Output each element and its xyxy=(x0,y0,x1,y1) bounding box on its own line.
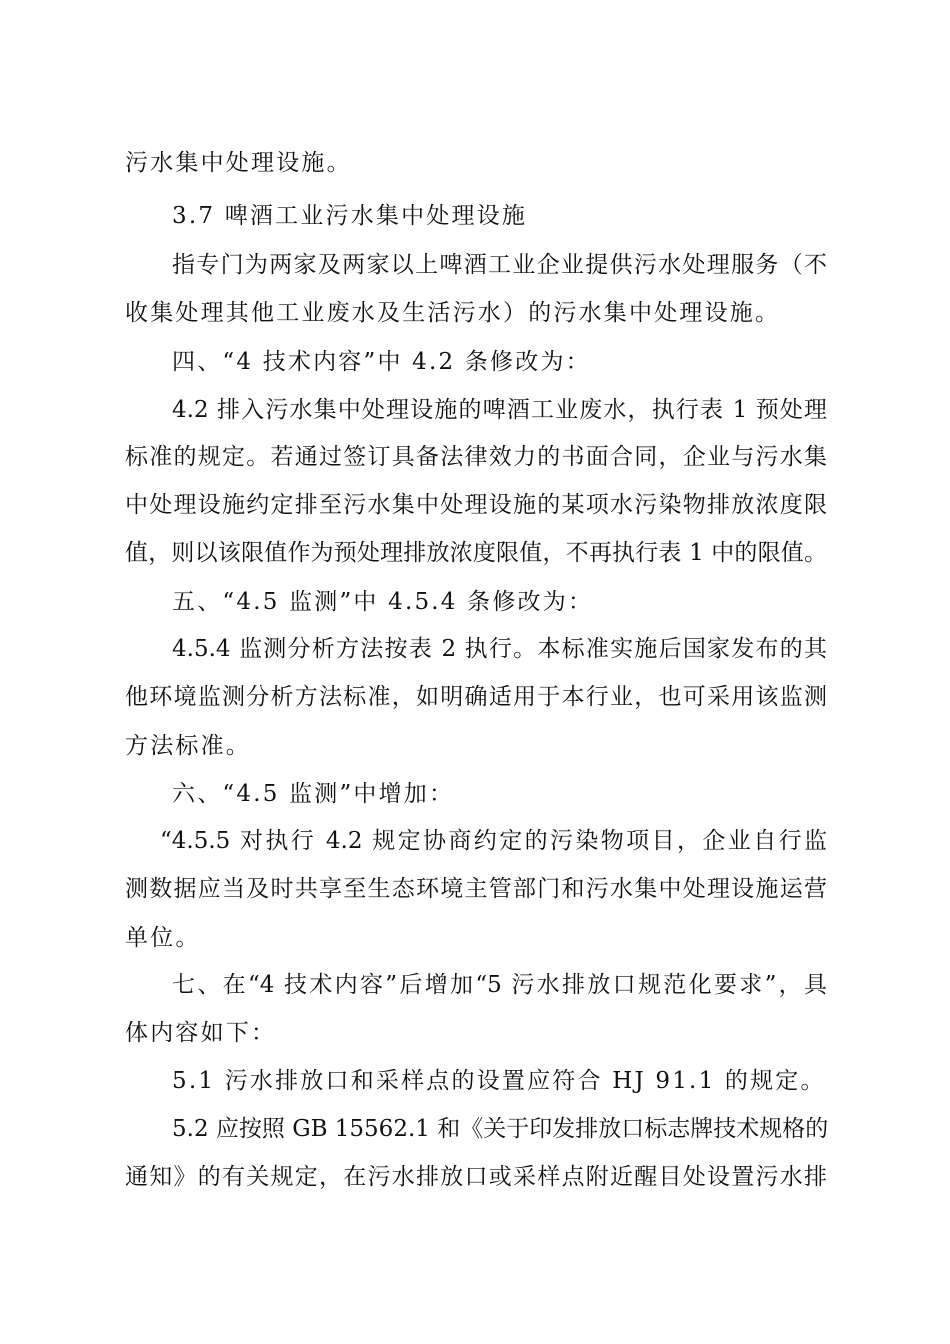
text-line-4: 收集处理其他工业废水及生活污水）的污水集中处理设施。 xyxy=(125,300,781,326)
amendment-heading-7: 七、在“4 技术内容”后增加“5 污水排放口规范化要求”，具 xyxy=(172,972,827,998)
text-line-15: “4.5.5 对执行 4.2 规定协商约定的污染物项目，企业自行监 xyxy=(160,828,827,854)
text-line-11: 4.5.4 监测分析方法按表 2 执行。本标准实施后国家发布的其 xyxy=(172,636,827,662)
text-line-16: 测数据应当及时共享至生态环境主管部门和污水集中处理设施运营 xyxy=(125,876,827,902)
text-line-3: 指专门为两家及两家以上啤酒工业企业提供污水处理服务（不 xyxy=(172,252,827,278)
text-line-9: 值，则以该限值作为预处理排放浓度限值，不再执行表 1 中的限值。 xyxy=(125,540,827,566)
text-line-20: 5.1 污水排放口和采样点的设置应符合 HJ 91.1 的规定。 xyxy=(172,1068,826,1094)
section-heading-3-7: 3.7 啤酒工业污水集中处理设施 xyxy=(172,203,528,229)
text-line-21: 5.2 应按照 GB 15562.1 和《关于印发排放口标志牌技术规格的 xyxy=(172,1116,829,1142)
amendment-heading-4: 四、“4 技术内容”中 4.2 条修改为： xyxy=(172,349,591,375)
text-line-12: 他环境监测分析方法标准，如明确适用于本行业，也可采用该监测 xyxy=(125,684,827,710)
text-line-8: 中处理设施约定排至污水集中处理设施的某项水污染物排放浓度限 xyxy=(125,492,827,518)
amendment-heading-5: 五、“4.5 监测”中 4.5.4 条修改为： xyxy=(172,589,594,615)
text-line-13: 方法标准。 xyxy=(125,733,251,759)
text-line-6: 4.2 排入污水集中处理设施的啤酒工业废水，执行表 1 预处理 xyxy=(172,397,827,423)
text-line-1: 污水集中处理设施。 xyxy=(125,150,352,176)
text-line-19: 体内容如下： xyxy=(125,1020,277,1046)
text-line-17: 单位。 xyxy=(125,925,201,951)
text-line-7: 标准的规定。若通过签订具备法律效力的书面合同，企业与污水集 xyxy=(125,444,827,470)
text-line-22: 通知》的有关规定，在污水排放口或采样点附近醒目处设置污水排 xyxy=(125,1164,827,1190)
amendment-heading-6: 六、“4.5 监测”中增加： xyxy=(172,781,455,807)
